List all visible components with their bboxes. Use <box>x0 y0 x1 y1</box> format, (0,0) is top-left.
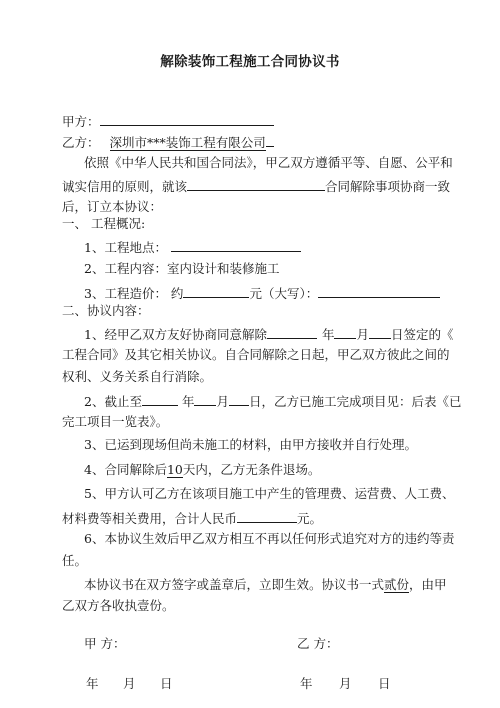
clause-1-month: 月 <box>356 327 369 342</box>
intro-line-2 <box>62 177 450 195</box>
date-b-month: 月 <box>339 676 352 691</box>
cost-amount-blank[interactable] <box>183 284 249 298</box>
clause-1-year-blank[interactable] <box>267 325 317 339</box>
party-a-blank[interactable] <box>100 112 274 126</box>
party-b-label: 乙方： <box>62 135 100 150</box>
item-1-3 <box>84 284 440 302</box>
item-1-1 <box>84 238 301 256</box>
clause-7-copies: 贰份 <box>384 577 410 592</box>
contract-name-blank[interactable] <box>187 177 325 191</box>
signature-party-a: 甲 方： <box>84 636 126 651</box>
clause-1-line-1 <box>84 325 454 343</box>
clause-5-line-2 <box>62 509 322 527</box>
item-1-3-pre: 3、工程造价： 约 <box>84 286 184 301</box>
date-a-day: 日 <box>160 676 173 691</box>
clause-1-month-blank[interactable] <box>334 325 356 339</box>
intro-line-2-post: 合同解除事项协商一致 <box>325 179 451 194</box>
clause-4-days: 10 <box>166 462 183 477</box>
party-b-name: 深圳市***装饰工程有限公司 <box>109 135 266 150</box>
clause-4 <box>84 462 320 478</box>
party-b-line <box>62 133 274 151</box>
clause-2-year-blank[interactable] <box>142 392 178 406</box>
clause-7-post: ，由甲 <box>409 577 447 592</box>
clause-7-pre: 本协议书在双方签字或盖章后，立即生效。协议书一式 <box>84 577 385 592</box>
item-1-3-mid: 元（大写）： <box>249 286 319 301</box>
party-a-line <box>62 112 274 130</box>
clause-2-pre: 2、截止至 <box>84 394 142 409</box>
clause-1-line-2: 工程合同》及其它相关协议。自合同解除之日起，甲乙双方彼此之间的 <box>62 347 450 362</box>
cost-capital-blank[interactable] <box>318 284 440 298</box>
intro-line-3: 后，订立本协议： <box>62 199 163 214</box>
section-2-heading: 二、协议内容： <box>62 303 150 318</box>
signature-party-b: 乙 方： <box>297 636 339 651</box>
clause-5-pre: 材料费等相关费用，合计人民币 <box>62 511 238 526</box>
intro-line-1: 依照《中华人民共和国合同法》，甲乙双方遵循平等、自愿、公平和 <box>84 155 453 170</box>
clause-5-post: 元。 <box>297 511 323 526</box>
clause-6-line-2: 任。 <box>62 553 88 568</box>
clause-3: 3、已运到现场但尚未施工的材料，由甲方接收并自行处理。 <box>84 437 417 452</box>
clause-2-month-blank[interactable] <box>194 392 216 406</box>
clause-5-line-1: 5、甲方认可乙方在该项目施工中产生的管理费、运营费、人工费、 <box>84 486 455 501</box>
project-location-blank[interactable] <box>171 238 301 252</box>
date-b-year: 年 <box>300 676 313 691</box>
intro-line-2-pre: 诚实信用的原则，就该 <box>62 179 188 194</box>
date-b-day: 日 <box>378 676 391 691</box>
item-1-1-label: 1、工程地点： <box>84 240 167 255</box>
clause-4-post: 天内，乙方无条件退场。 <box>182 462 321 477</box>
clause-2-month: 月 <box>216 394 229 409</box>
clause-1-year: 年 <box>321 327 335 342</box>
clause-4-pre: 4、合同解除后 <box>84 462 167 477</box>
clause-2-line-1 <box>84 392 462 410</box>
document-title: 解除装饰工程施工合同协议书 <box>160 54 340 70</box>
date-a-month: 月 <box>123 676 136 691</box>
clause-2-year: 年 <box>181 394 195 409</box>
clause-2-day-blank[interactable] <box>229 392 249 406</box>
clause-1-pre: 1、经甲乙双方友好协商同意解除 <box>84 327 267 342</box>
clause-7-line-2: 乙双方各收执壹份。 <box>62 598 175 613</box>
clause-6-line-1: 6、本协议生效后甲乙双方相互不再以任何形式追究对方的违约等责 <box>84 531 455 546</box>
clause-1-day-blank[interactable] <box>369 325 391 339</box>
clause-1-line-3: 权利、义务关系自行消除。 <box>62 369 213 384</box>
clause-5-amount-blank[interactable] <box>237 509 297 523</box>
clause-2-line-2: 完工项目一览表》。 <box>62 414 169 429</box>
date-a-year: 年 <box>86 676 99 691</box>
clause-2-post: 日，乙方已施工完成项目见：后表《已 <box>248 394 462 409</box>
clause-1-post: 日签定的《 <box>391 327 454 342</box>
item-1-2: 2、工程内容：室内设计和装修施工 <box>84 261 280 276</box>
section-1-heading: 一、 工程概况: <box>62 216 146 231</box>
party-a-label: 甲方： <box>62 114 100 129</box>
clause-7-line-1 <box>84 577 447 593</box>
